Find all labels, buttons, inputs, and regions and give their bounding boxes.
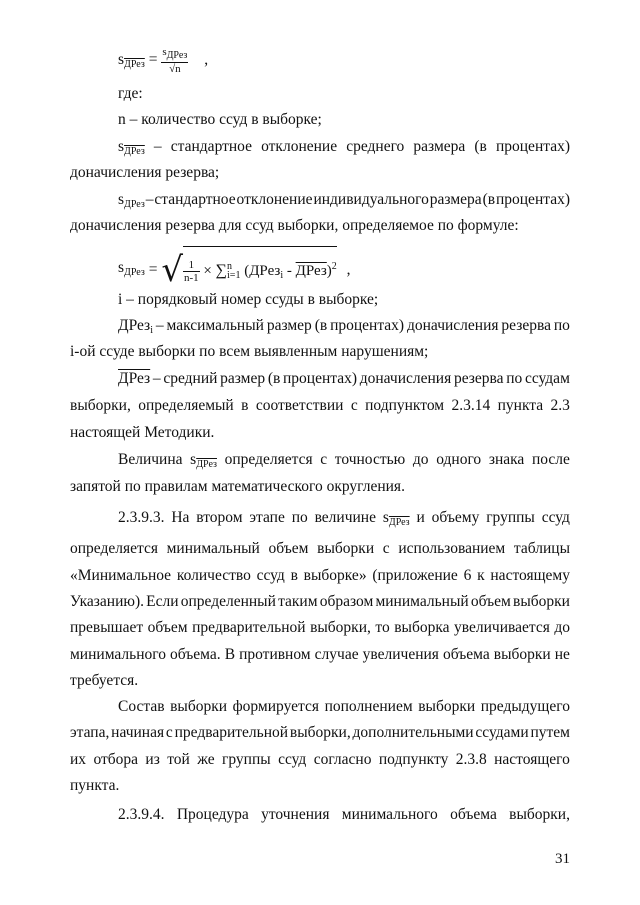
para-2393-line5: превышает объем предварительной выборки, то выборка увеличивается до [70, 619, 570, 636]
def-s-ind-line2: доначисления резерва для ссуд выборки, определяемое по формуле: [70, 217, 519, 234]
def-dres-mean-line2: выборки, определяемый в соответствии с подпунктом 2.3.14 пункта 2.3 [70, 397, 570, 414]
def-n: n – количество ссуд в выборке; [118, 111, 322, 128]
para-2393-line7: требуется. [70, 672, 139, 689]
def-dres-mean-line3: настоящей Методики. [70, 424, 215, 441]
para-sostav-line1: Состав выборки формируется пополнением выборки предыдущего [118, 698, 570, 715]
def-dres-mean-line1: ДРез – средний размер (в процентах) доначисления резерва по ссудам [118, 370, 570, 387]
formula-std-individual: $s_{ДРез}$ = √ $\frac{1}{n-1}$ × ∑$^n_{i=1}$ (ДРез$_i$ - ДРез)$^2$ , [118, 246, 351, 294]
def-dres-i-line1: ДРез$_i$ – максимальный размер (в процентах) доначисления резерва по [118, 317, 570, 336]
para-sostav-line4: пункта. [70, 777, 120, 794]
sqrt-sign: √ [161, 250, 183, 290]
def-dres-i-line2: i-ой ссуде выборки по всем выявленным нарушениям; [70, 343, 429, 360]
def-s-mean-line2: доначисления резерва; [70, 164, 220, 181]
def-s-mean-line1: $s_{ДРез}$ – стандартное отклонение среднего размера (в процентах) [118, 138, 570, 157]
para-2393-line6: минимального объема. В противном случае увеличения объема выборки не [70, 646, 570, 663]
where-label: где: [118, 85, 143, 102]
para-2394-line1: 2.3.9.4. Процедура уточнения минимального объема выборки, [118, 806, 570, 823]
para-value-line1: Величина $s_{ДРез}$ определяется с точностью до одного знака после [118, 451, 570, 470]
formula-radicand: $\frac{1}{n-1}$ × ∑$^n_{i=1}$ (ДРез$_i$ - ДРез)$^2$ [183, 246, 337, 294]
para-2393-line3: «Минимальное количество ссуд в выборке» (приложение 6 к настоящему [70, 567, 570, 584]
para-2393-line4: Указанию). Если определенный таким образом минимальный объем выборки [70, 593, 570, 610]
para-2393-line2: определяется минимальный объем выборки с использованием таблицы [70, 540, 570, 557]
para-2393-line1: 2.3.9.3. На втором этапе по величине $s_{ДРез}$ и объему группы ссуд [118, 509, 570, 528]
para-value-line2: запятой по правилам математического округления. [70, 478, 405, 495]
formula-fraction: $\frac{s_{ДРез}}{√n}$ [162, 46, 188, 75]
def-i: i – порядковый номер ссуды в выборке; [118, 291, 379, 308]
para-sostav-line3: их отбора из той же группы ссуд согласно подпункту 2.3.8 настоящего [70, 751, 570, 768]
page-number: 31 [555, 851, 570, 867]
formula-std-mean: $s_{ДРез}$ = $\frac{s_{ДРез}}{√n}$ , [118, 46, 209, 75]
def-s-ind-line1: $s_{ДРез}$ – стандартное отклонение индивидуального размера (в процентах) [118, 191, 570, 210]
para-sostav-line2: этапа, начиная с предварительной выборки, дополнительными ссудами путем [70, 724, 570, 741]
